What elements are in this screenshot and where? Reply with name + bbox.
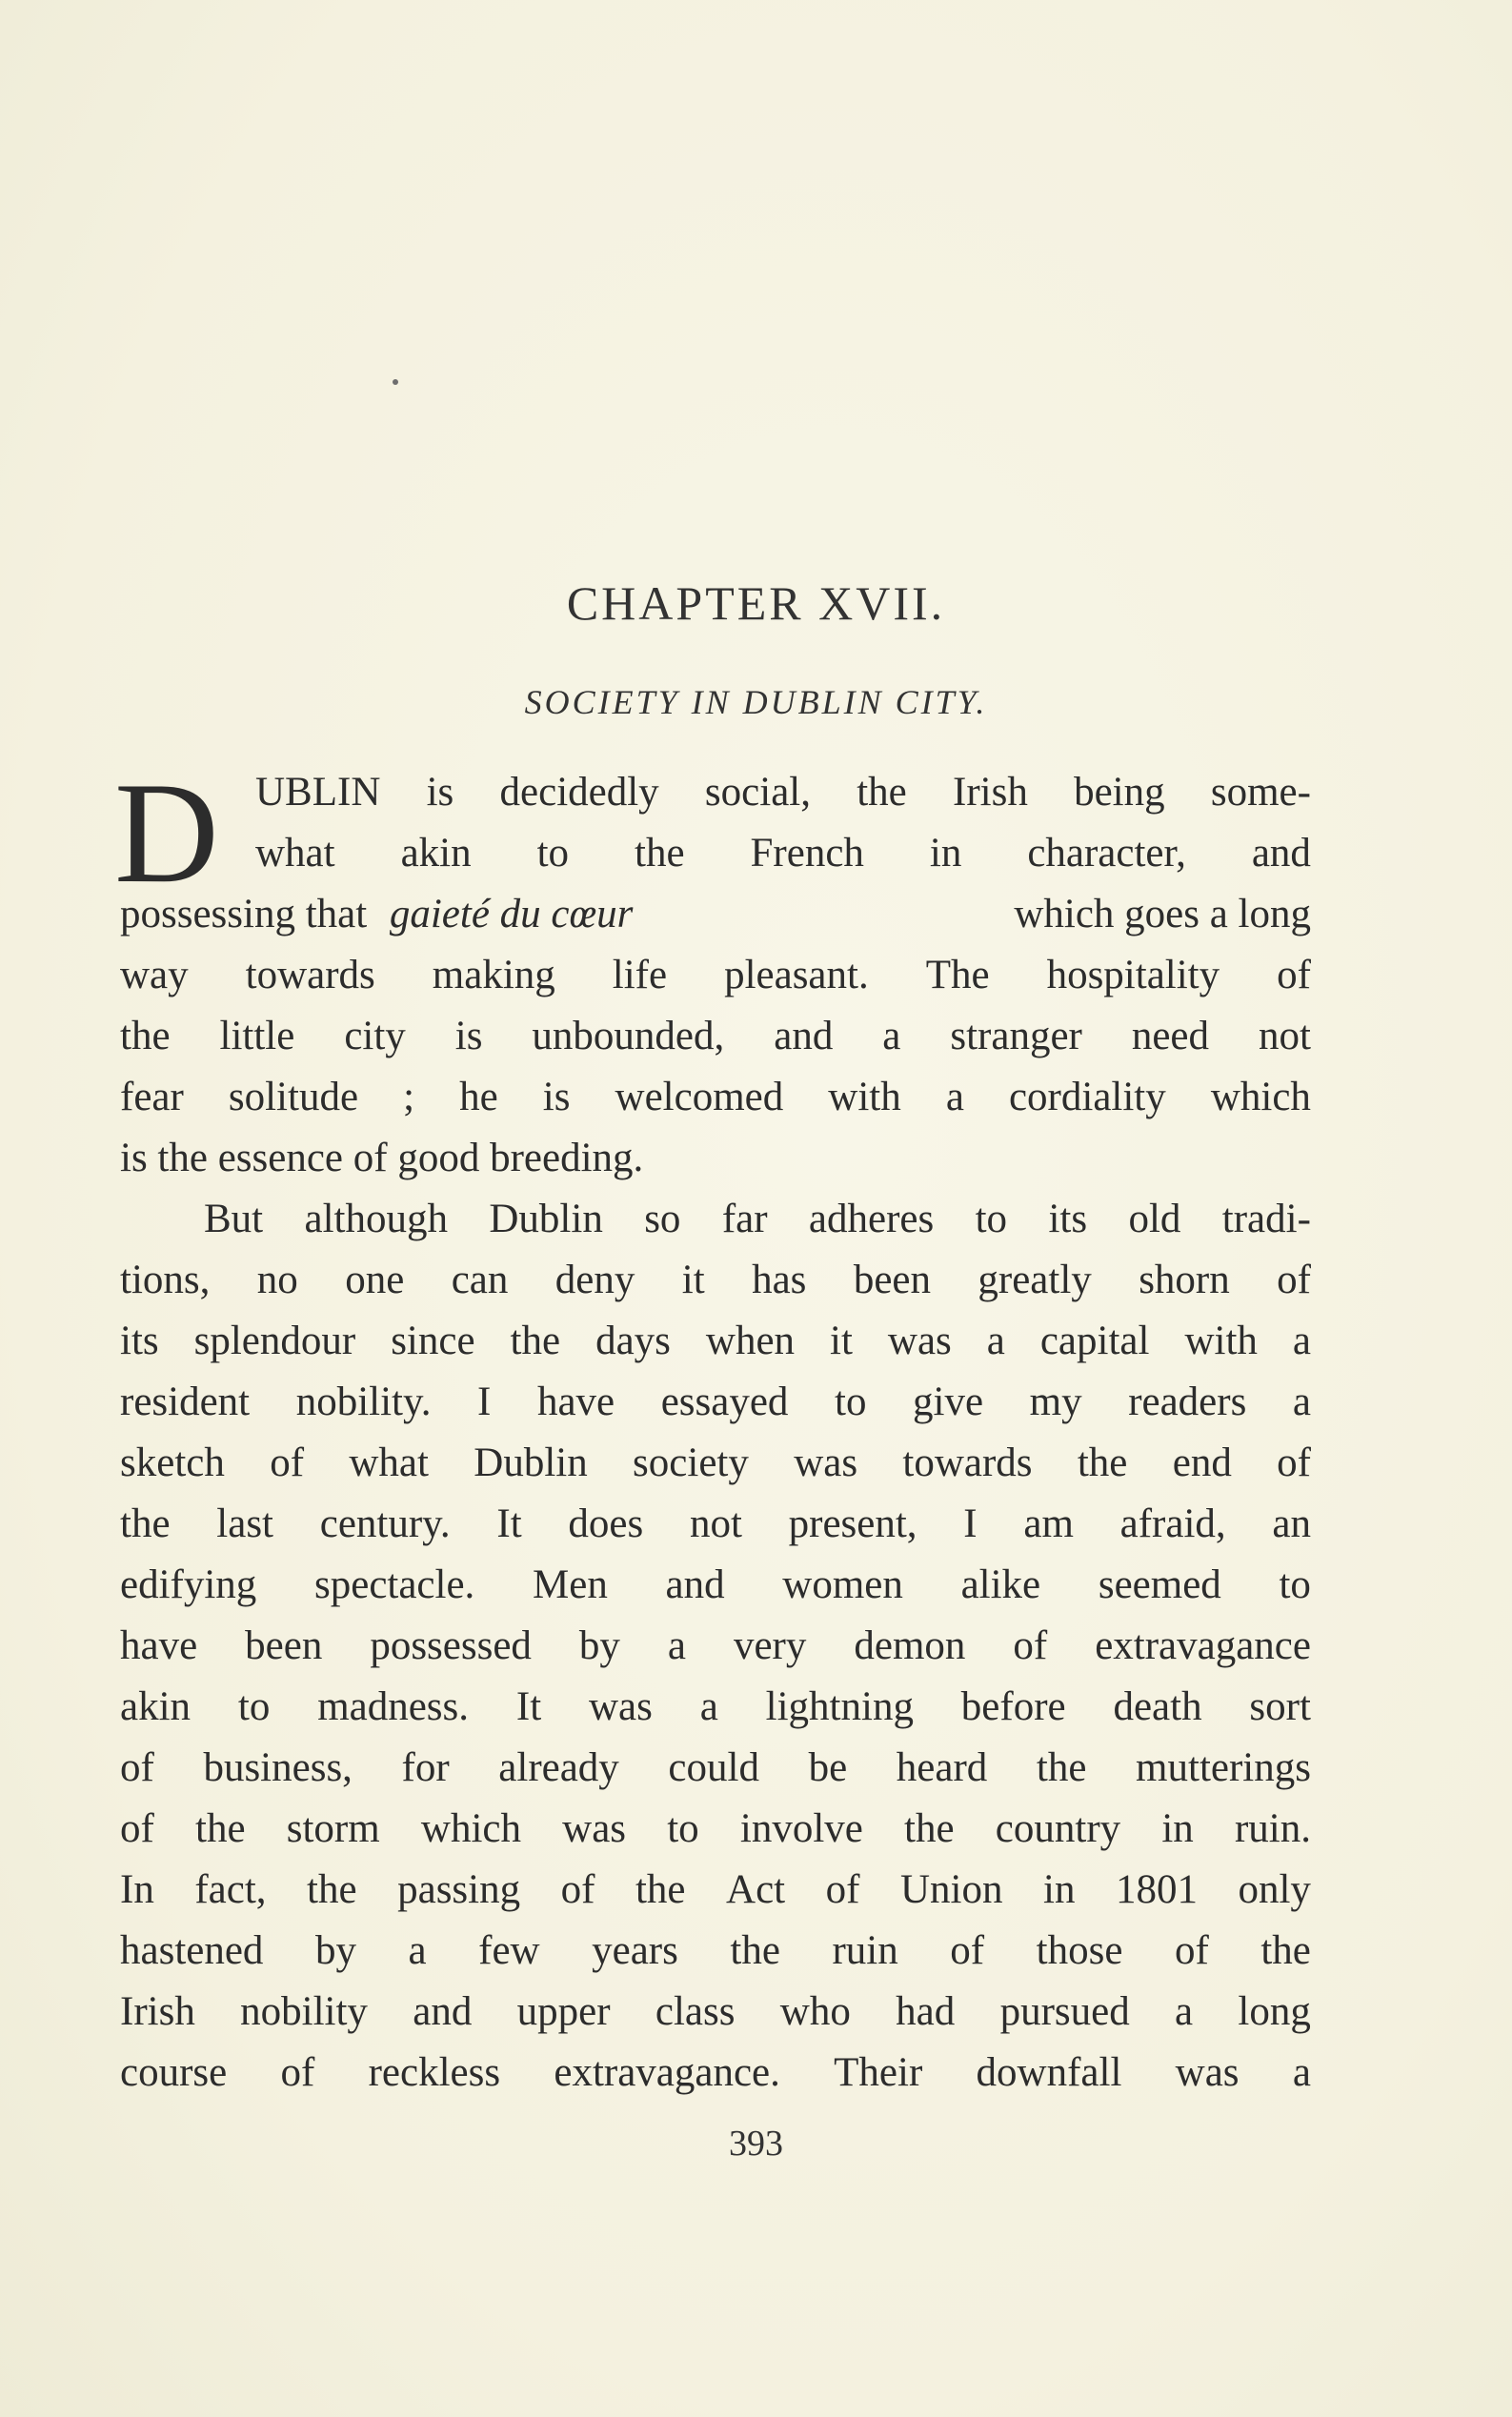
- word: was: [1175, 2050, 1240, 2095]
- word: reckless: [368, 2050, 501, 2095]
- text-line: is the essence of good breeding.: [120, 1136, 644, 1180]
- word: towards: [245, 953, 375, 997]
- word: had: [896, 1989, 956, 2034]
- word: social,: [704, 770, 811, 815]
- word: a: [408, 1928, 427, 1973]
- word: what: [255, 831, 335, 876]
- word: the: [120, 1014, 171, 1058]
- word: those: [1036, 1928, 1123, 1973]
- word: which: [1210, 1075, 1311, 1119]
- word: Act: [726, 1867, 786, 1912]
- word: possessed: [370, 1623, 532, 1668]
- word: the: [1077, 1440, 1128, 1485]
- word: and: [1251, 831, 1311, 876]
- word: last: [216, 1501, 273, 1546]
- text-line: [120, 1006, 1311, 1067]
- word: few: [478, 1928, 540, 1973]
- word: a: [945, 1075, 964, 1119]
- word: of: [120, 1806, 154, 1851]
- word: fear: [120, 1075, 184, 1119]
- word: am: [1023, 1501, 1074, 1546]
- word: in: [1161, 1806, 1194, 1851]
- word: the: [635, 1867, 686, 1912]
- word: the: [635, 831, 685, 876]
- word: course: [120, 2050, 228, 2095]
- word: of: [560, 1867, 595, 1912]
- word: of: [280, 2050, 315, 2095]
- word: pursued: [999, 1989, 1130, 2034]
- word: sketch: [120, 1440, 225, 1485]
- word: present,: [788, 1501, 917, 1546]
- word: decidedly: [499, 770, 659, 815]
- word: heard: [896, 1745, 988, 1790]
- word: essayed: [660, 1380, 789, 1424]
- word: the: [120, 1501, 171, 1546]
- word: akin: [400, 831, 472, 876]
- word: no: [256, 1258, 298, 1302]
- word: welcomed: [615, 1075, 784, 1119]
- word: a: [1292, 2050, 1311, 2095]
- word: deny: [554, 1258, 635, 1302]
- word: spectacle.: [314, 1562, 475, 1607]
- page-number: 393: [729, 2124, 783, 2164]
- word: only: [1238, 1867, 1311, 1912]
- word: to: [536, 831, 570, 876]
- word: so: [644, 1197, 681, 1241]
- word: old: [1128, 1197, 1181, 1241]
- word: hospitality: [1046, 953, 1220, 997]
- word: fact,: [194, 1867, 267, 1912]
- word: It: [515, 1684, 542, 1729]
- word: for: [401, 1745, 450, 1790]
- word: death: [1113, 1684, 1202, 1729]
- word: a: [1175, 1989, 1194, 2034]
- text-line: [120, 1250, 1311, 1311]
- word: have: [120, 1623, 198, 1668]
- ink-speck: [393, 379, 398, 385]
- word: society: [633, 1440, 749, 1485]
- word: since: [391, 1319, 475, 1363]
- word: and: [665, 1562, 725, 1607]
- word: to: [667, 1806, 699, 1851]
- word: I: [477, 1380, 492, 1424]
- word: French: [750, 831, 864, 876]
- word: business,: [203, 1745, 353, 1790]
- word: not: [1258, 1014, 1311, 1058]
- word: and: [413, 1989, 473, 2034]
- word: a: [986, 1319, 1005, 1363]
- text-line: [120, 1799, 1311, 1860]
- text-line: [120, 1860, 1311, 1921]
- word: was: [794, 1440, 858, 1485]
- word: one: [345, 1258, 405, 1302]
- word: of: [950, 1928, 985, 1973]
- word: But: [204, 1197, 264, 1241]
- body-text: [120, 762, 1311, 2104]
- word: days: [595, 1319, 671, 1363]
- word: UBLIN: [255, 770, 381, 815]
- word: class: [655, 1989, 736, 2034]
- word: solitude: [228, 1075, 359, 1119]
- word: has: [752, 1258, 807, 1302]
- text-line: [120, 1738, 1311, 1799]
- word: does: [568, 1501, 644, 1546]
- text-line: [120, 1616, 1311, 1677]
- word: of: [270, 1440, 305, 1485]
- word: my: [1029, 1380, 1082, 1424]
- word: little: [219, 1014, 295, 1058]
- word: alike: [960, 1562, 1041, 1607]
- word: capital: [1039, 1319, 1150, 1363]
- word: to: [975, 1197, 1008, 1241]
- word: been: [245, 1623, 323, 1668]
- word: the: [510, 1319, 561, 1363]
- word: country: [995, 1806, 1121, 1851]
- word: resident: [120, 1380, 251, 1424]
- word: women: [782, 1562, 903, 1607]
- word: akin: [120, 1684, 192, 1729]
- word: nobility: [240, 1989, 368, 2034]
- word: afraid,: [1119, 1501, 1226, 1546]
- word: The: [925, 953, 990, 997]
- word: tions,: [120, 1258, 211, 1302]
- word: storm: [286, 1806, 380, 1851]
- word: demon: [854, 1623, 966, 1668]
- drop-cap: D: [114, 753, 219, 913]
- word: have: [536, 1380, 615, 1424]
- word: not: [689, 1501, 742, 1546]
- word: passing: [397, 1867, 521, 1912]
- word: was: [589, 1684, 653, 1729]
- word: the: [857, 770, 907, 815]
- word: to: [835, 1380, 867, 1424]
- word: extravagance: [1095, 1623, 1311, 1668]
- word: very: [733, 1623, 807, 1668]
- word: he: [459, 1075, 498, 1119]
- text-line: [120, 823, 1311, 884]
- word: of: [825, 1867, 860, 1912]
- word: way: [120, 953, 189, 997]
- word: stranger: [950, 1014, 1082, 1058]
- word: involve: [739, 1806, 863, 1851]
- word: making: [432, 953, 555, 997]
- word: hastened: [120, 1928, 264, 1973]
- text-line: [120, 1433, 1311, 1494]
- word: and: [774, 1014, 834, 1058]
- word: century.: [319, 1501, 451, 1546]
- word: cordiality: [1008, 1075, 1166, 1119]
- word: life: [612, 953, 668, 997]
- word: 1801: [1115, 1867, 1198, 1912]
- text-line: [120, 1372, 1311, 1433]
- word: pleasant.: [724, 953, 869, 997]
- word: ruin: [832, 1928, 898, 1973]
- word: In: [120, 1867, 154, 1912]
- word: Dublin: [474, 1440, 588, 1485]
- word: madness.: [317, 1684, 470, 1729]
- word: by: [314, 1928, 356, 1973]
- word: long: [1238, 1989, 1311, 2034]
- word: It: [496, 1501, 522, 1546]
- word: a: [1292, 1380, 1311, 1424]
- word: of: [1277, 1440, 1311, 1485]
- word: lightning: [765, 1684, 914, 1729]
- word: is: [454, 1014, 483, 1058]
- word: edifying: [120, 1562, 257, 1607]
- word: is: [426, 770, 454, 815]
- text-line: [120, 762, 1311, 823]
- word: when: [705, 1319, 796, 1363]
- word: the: [1260, 1928, 1311, 1973]
- word: could: [668, 1745, 759, 1790]
- chapter-title: CHAPTER XVII.: [566, 576, 946, 630]
- word: the: [307, 1867, 357, 1912]
- word: sort: [1249, 1684, 1311, 1729]
- word: by: [578, 1623, 620, 1668]
- word: Dublin: [489, 1197, 603, 1241]
- word: to: [237, 1684, 271, 1729]
- text-line: [120, 945, 1311, 1006]
- word: can: [451, 1258, 509, 1302]
- word: with: [1184, 1319, 1258, 1363]
- text-line: [120, 1921, 1311, 1982]
- word: a: [667, 1623, 686, 1668]
- word: of: [120, 1745, 154, 1790]
- word: of: [1013, 1623, 1048, 1668]
- word: unbounded,: [532, 1014, 725, 1058]
- text-line: [120, 1494, 1311, 1555]
- text-line: [120, 1067, 1311, 1128]
- word: being: [1074, 770, 1165, 815]
- word: was: [887, 1319, 952, 1363]
- word: ruin.: [1234, 1806, 1311, 1851]
- word: a: [699, 1684, 718, 1729]
- chapter-subtitle: SOCIETY IN DUBLIN CITY.: [524, 683, 988, 721]
- word: an: [1272, 1501, 1311, 1546]
- word: although: [304, 1197, 448, 1241]
- word: with: [828, 1075, 901, 1119]
- word: already: [498, 1745, 619, 1790]
- text-line: possessing that gaieté du cœur which goes a long: [120, 884, 1311, 945]
- word: a: [1292, 1319, 1311, 1363]
- word: upper: [516, 1989, 611, 2034]
- word: it: [681, 1258, 705, 1302]
- word: ;: [403, 1075, 415, 1119]
- word: end: [1172, 1440, 1232, 1485]
- word: give: [913, 1380, 984, 1424]
- text-line: [120, 1189, 1311, 1250]
- word: what: [349, 1440, 429, 1485]
- word: years: [592, 1928, 678, 1973]
- word: tradi-: [1221, 1197, 1311, 1241]
- word: mutterings: [1136, 1745, 1311, 1790]
- word: be: [808, 1745, 848, 1790]
- word: the: [1036, 1745, 1087, 1790]
- word: need: [1131, 1014, 1209, 1058]
- word: city: [344, 1014, 406, 1058]
- word: before: [960, 1684, 1066, 1729]
- word: splendour: [193, 1319, 356, 1363]
- word: seemed: [1098, 1562, 1221, 1607]
- word: its: [120, 1319, 159, 1363]
- word: far: [721, 1197, 768, 1241]
- word: it: [830, 1319, 853, 1363]
- word: towards: [902, 1440, 1033, 1485]
- word: who: [779, 1989, 851, 2034]
- word: which: [420, 1806, 521, 1851]
- word: adheres: [808, 1197, 935, 1241]
- word: some-: [1210, 770, 1311, 815]
- word: downfall: [976, 2050, 1122, 2095]
- word: to: [1279, 1562, 1311, 1607]
- word: was: [562, 1806, 627, 1851]
- word: shorn: [1139, 1258, 1230, 1302]
- word: of: [1174, 1928, 1209, 1973]
- italic-phrase: gaieté du cœur: [389, 892, 634, 937]
- text-line: [120, 1311, 1311, 1372]
- word: the: [730, 1928, 780, 1973]
- word: readers: [1128, 1380, 1247, 1424]
- word: its: [1048, 1197, 1088, 1241]
- word: of: [1277, 1258, 1311, 1302]
- word: Men: [533, 1562, 608, 1607]
- word: Irish: [953, 770, 1028, 815]
- word: greatly: [978, 1258, 1092, 1302]
- text-line: [120, 1677, 1311, 1738]
- word: a: [882, 1014, 901, 1058]
- word: Their: [834, 2050, 923, 2095]
- word: character,: [1027, 831, 1186, 876]
- word: Union: [899, 1867, 1003, 1912]
- word: extravagance.: [554, 2050, 780, 2095]
- word: in: [929, 831, 962, 876]
- word: been: [853, 1258, 931, 1302]
- word: in: [1043, 1867, 1076, 1912]
- text-line: [120, 1982, 1311, 2043]
- word: the: [195, 1806, 246, 1851]
- text-line: [120, 2043, 1311, 2104]
- word: Irish: [120, 1989, 195, 2034]
- word: the: [904, 1806, 955, 1851]
- word: nobility.: [295, 1380, 432, 1424]
- word: I: [963, 1501, 978, 1546]
- text-line: [120, 1555, 1311, 1616]
- word: of: [1277, 953, 1311, 997]
- word: is: [542, 1075, 571, 1119]
